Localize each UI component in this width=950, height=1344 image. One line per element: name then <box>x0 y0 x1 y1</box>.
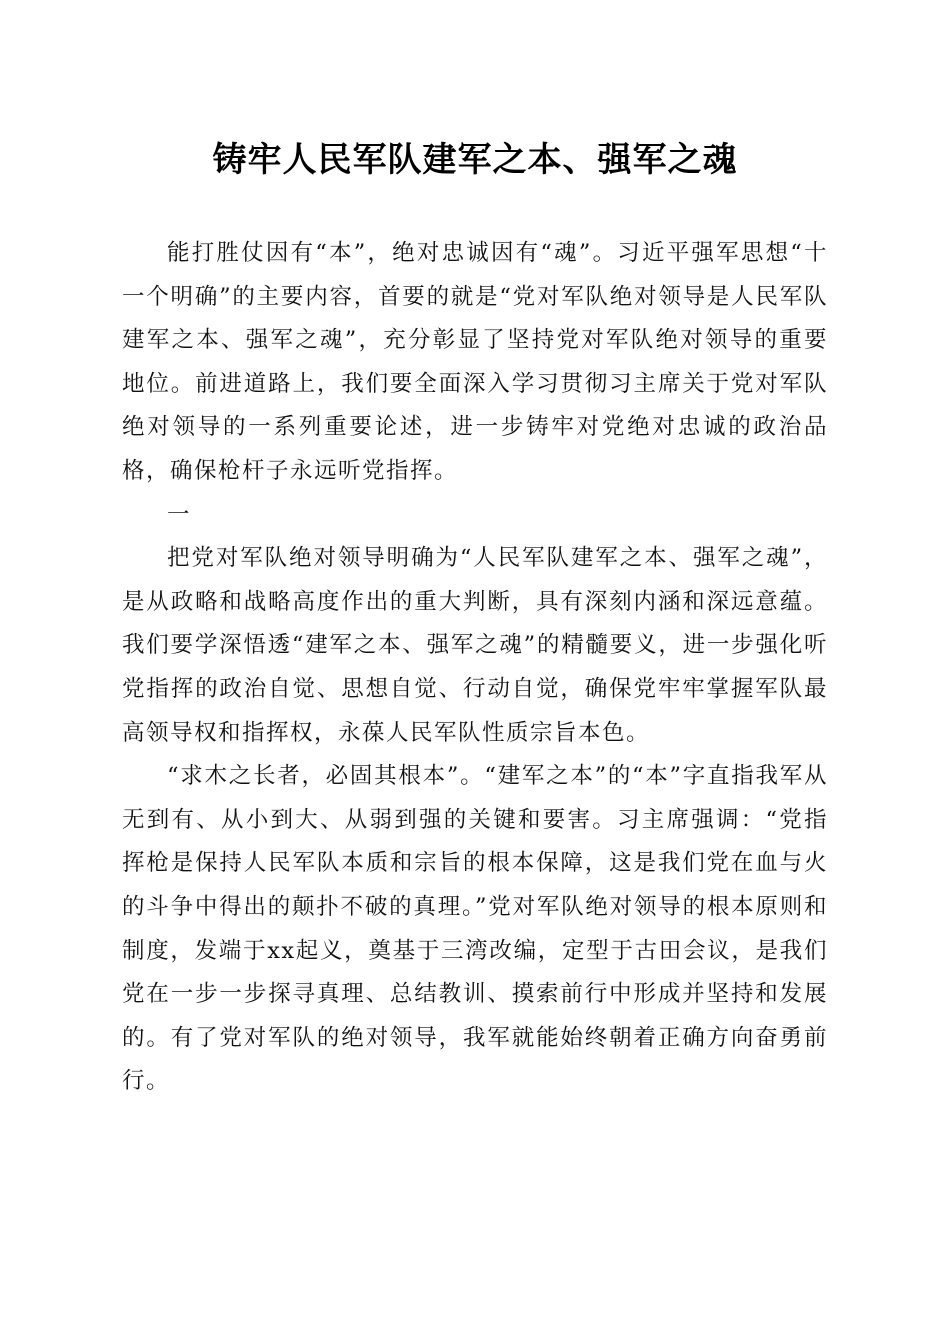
paragraph-intro: 能打胜仗因有“本”，绝对忠诚因有“魂”。习近平强军思想“十一个明确”的主要内容，首要的就是“党对军队绝对领导是人民军队建军之本、强军之魂”，充分彰显了坚持党对军队绝对领导的重要地位。前进道路上，我们要全面深入学习贯彻习主席关于党对军队绝对领导的一系列重要论述，进一步铸牢对党绝对忠诚的政治品格，确保枪杆子永远听党指挥。 <box>122 240 828 484</box>
document-body <box>122 232 828 1104</box>
document-title: 铸牢人民军队建军之本、强军之魂 <box>212 140 738 180</box>
paragraph-section-one: 把党对军队绝对领导明确为“人民军队建军之本、强军之魂”，是从政略和战略高度作出的重大判断，具有深刻内涵和深远意蕴。我们要学深悟透“建军之本、强军之魂”的精髓要义，进一步强化听党指挥的政治自觉、思想自觉、行动自觉，确保党牢牢掌握军队最高领导权和指挥权，永葆人民军队性质宗旨本色。 <box>122 545 828 746</box>
paragraph-root-quote: “求木之长者，必固其根本”。“建军之本”的“本”字直指我军从无到有、从小到大、从弱到强的关键和要害。习主席强调：“党指挥枪是保持人民军队本质和宗旨的根本保障，这是我们党在血与火的斗争中得出的颠扑不破的真理。”党对军队绝对领导的根本原则和制度，发端于xx起义，奠基于三湾改编，定型于古田会议，是我们党在一步一步探寻真理、总结教训、摸索前行中形成并坚持和发展的。有了党对军队的绝对领导，我军就能始终朝着正确方向奋勇前行。 <box>122 763 828 1095</box>
section-marker-one: 一 <box>167 501 192 528</box>
